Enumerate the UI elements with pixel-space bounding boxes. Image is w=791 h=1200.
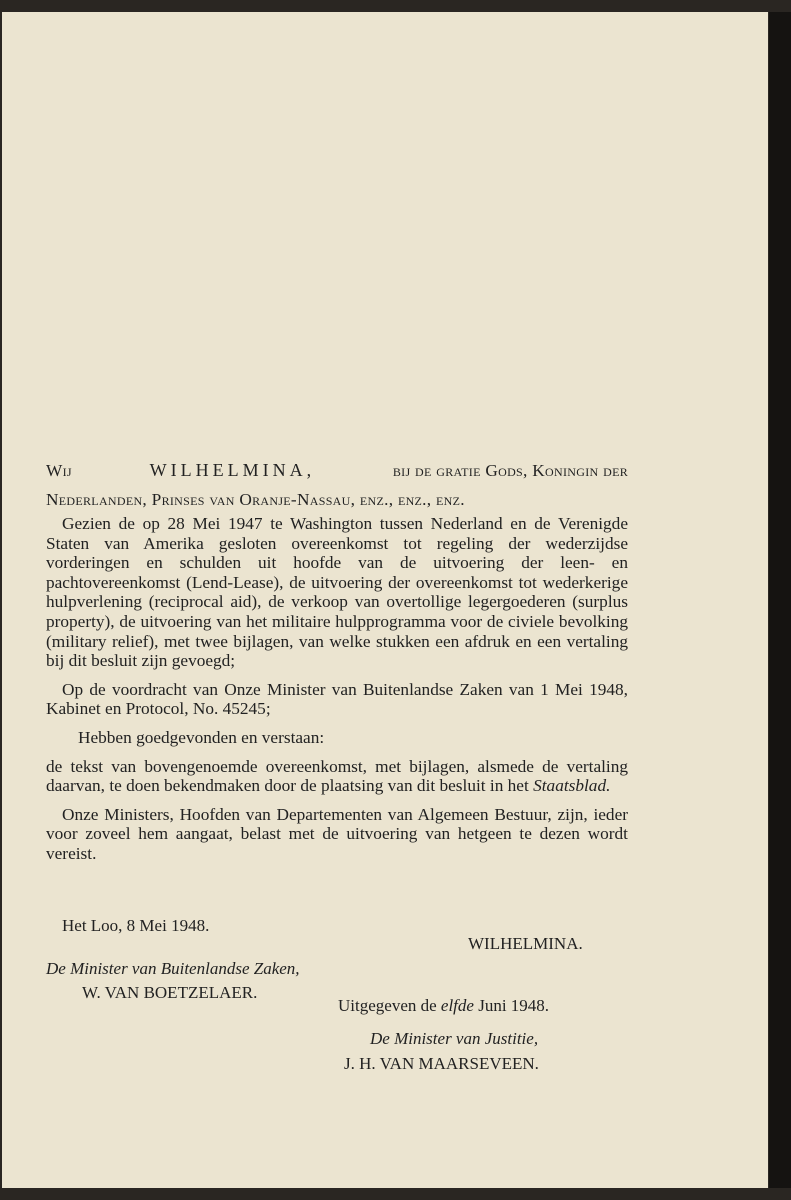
minister1-name: W. VAN BOETZELAER. <box>82 983 258 1002</box>
title-wilhelmina: WILHELMINA, <box>149 460 316 480</box>
title-line-2: Nederlanden, Prinses van Oranje-Nassau, enz., enz., enz. <box>46 490 465 509</box>
document-page <box>2 12 768 1188</box>
title-line-1 <box>46 456 628 485</box>
decree-body <box>46 514 628 873</box>
paragraph-ministers: Onze Ministers, Hoofden van Departementen van Algemeen Bestuur, zijn, ieder voor zoveel hem aangaat, belast met de uitvoering van hetgeen te dezen wordt vereist. <box>46 804 628 863</box>
title-gratie: bij de gratie Gods, Koningin der <box>392 461 628 480</box>
issued-italic: elfde <box>440 996 474 1015</box>
paragraph-gezien: Gezien de op 28 Mei 1947 te Washington tussen Nederland en de Verenigde Staten van Amerika gesloten overeenkomst tot regeling der wederzijdse vorderingen en schulden uit hoofde van de uitvoering der leen- en pachtovereenkomst (Lend-Lease), de uitvoering der overeenkomst tot wederkerige hulpverlening (reciprocal aid), de verkoop van overtollige legergoederen (surplus property), de uitvoering van het militaire hulpprogramma voor de civiele bevolking (military relief), met twee bijlagen, van welke stukken een afdruk en een vertaling bij dit besluit zijn gevoegd; <box>46 514 628 671</box>
issued-date <box>338 996 549 1016</box>
royal-title <box>46 456 628 514</box>
issued-prefix: Uitgegeven de <box>338 996 437 1015</box>
minister2-title <box>370 1029 538 1049</box>
paragraph-tekst <box>46 757 628 796</box>
minister2-title-text: De Minister van Justitie, <box>370 1029 539 1048</box>
staatsblad-italic: Staatsblad. <box>533 776 611 796</box>
minister2-name: J. H. VAN MAARSEVEEN. <box>344 1054 539 1073</box>
paragraph-voordracht: Op de voordracht van Onze Minister van Buitenlandse Zaken van 1 Mei 1948, Kabinet en Protocol, No. 45245; <box>46 679 628 719</box>
minister1-title <box>46 959 300 979</box>
show-through-text <box>2 190 768 212</box>
paragraph-tekst-main: de tekst van bovengenoemde overeenkomst, met bijlagen, alsmede de vertaling daarvan, te doen bekendmaken door de plaatsing van dit besluit in het <box>46 756 628 796</box>
issued-suffix: Juni 1948. <box>478 996 550 1015</box>
minister1-title-text: De Minister van Buitenlandse Zaken, <box>46 959 300 978</box>
paragraph-hebben: Hebben goedgevonden en verstaan: <box>78 727 325 747</box>
title-wij: Wij <box>46 461 72 480</box>
signature-queen: WILHELMINA. <box>468 934 583 953</box>
place-date: Het Loo, 8 Mei 1948. <box>62 916 210 935</box>
page-edge-shadow <box>769 12 791 1188</box>
